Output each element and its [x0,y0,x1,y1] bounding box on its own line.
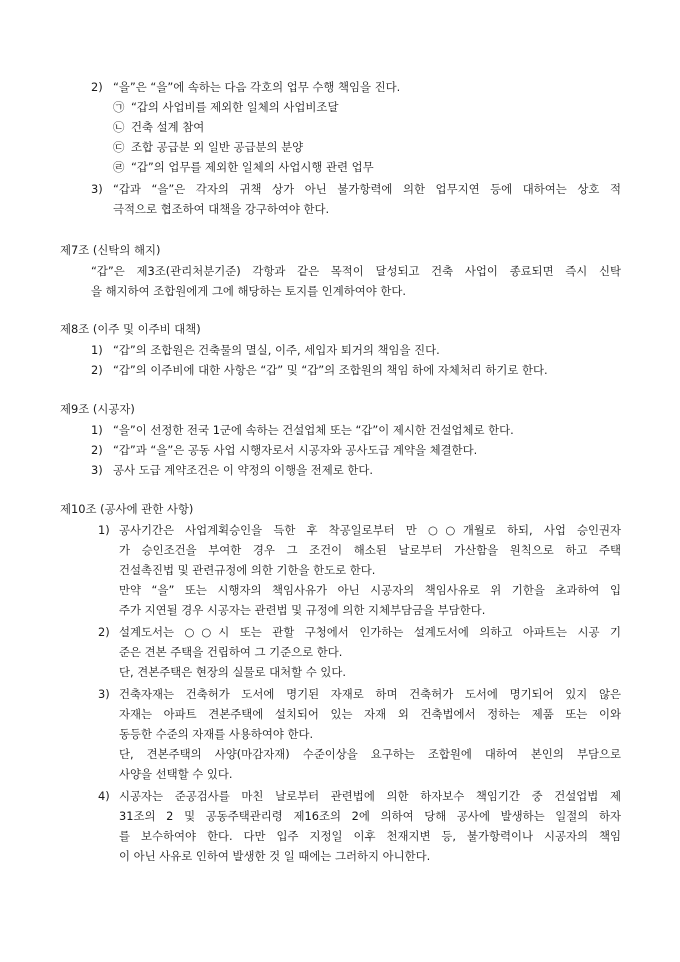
article-text-line: “갑”은 제3조(관리처분기준) 각항과 같은 목적이 달성되고 건축 사업이 종료되면 즉시 신탁 [91,264,621,278]
sub-item-text: “갑의 사업비를 제외한 일체의 사업비조달 [131,100,339,114]
item-text-line: 가 승인조건을 부여한 경우 그 조건이 해소된 날로부터 가산함을 원칙으로 하고 주택 [119,543,621,557]
item-number: 4) [98,789,110,803]
item-number: 2) [91,443,103,457]
article-title: 제10조 (공사에 관한 사항) [60,502,194,516]
item-text-line: 공사기간은 사업계획승인을 득한 후 착공일로부터 만 ○○개월로 하되, 사업 승인권자 [119,523,621,537]
item-number: 2) [91,363,103,377]
item-text-line: 사양을 선택할 수 있다. [119,767,233,781]
item-text-line: 단, 견본주택의 사양(마감자재) 수준이상을 요구하는 조합원에 대하여 본인의 부담으로 [119,747,621,761]
item-text-line: 설계도서는 ○○시 또는 관할 구청에서 인가하는 설계도서에 의하고 아파트는 시공 기 [119,625,621,639]
item-text-line: 이 아닌 사유로 인하여 발생한 것 일 때에는 그러하지 아니한다. [119,849,431,863]
item-text-line: 동등한 수준의 자재를 사용하여야 한다. [119,727,314,741]
article-title: 제8조 (이주 및 이주비 대책) [60,322,201,336]
item-text: “갑”과 “을”은 공동 사업 시행자로서 시공자와 공사도급 계약을 체결한다. [113,443,478,457]
item-text-line: 건설촉진법 및 관련규정에 의한 기한을 한도로 한다. [119,563,376,577]
item-text-line: 만약 “을” 또는 시행자의 책임사유가 아닌 시공자의 책임사유로 위 기한을 초과하여 입 [119,583,621,597]
item-text-line: 31조의 2 및 공동주택관리령 제16조의 2에 의하여 당해 공사에 발생하는 일절의 하자 [119,809,621,823]
sub-item-mark: ㉠ [113,100,125,114]
sub-item-text: 건축 설계 참여 [131,120,205,134]
item-number: 3) [91,463,103,477]
sub-item-text: 조합 공급분 외 일반 공급분의 분양 [131,140,304,154]
item-text-line: 준은 견본 주택을 건립하여 그 기준으로 한다. [119,645,343,659]
item-number: 2) [91,80,103,94]
item-text: “갑”의 이주비에 대한 사항은 “갑” 및 “갑”의 조합원의 책임 하에 자체처리 하기로 한다. [113,363,548,377]
item-number: 1) [98,523,110,537]
item-text-line: 주가 지연될 경우 시공자는 관련법 및 규정에 의한 지체부담금을 부담한다. [119,603,486,617]
article-title: 제9조 (시공자) [60,402,135,416]
article-title: 제7조 (신탁의 해지) [60,243,161,257]
item-text-line: 단, 견본주택은 현장의 실물로 대처할 수 있다. [119,665,347,679]
sub-item-mark: ㉣ [113,160,125,174]
item-text: 공사 도급 계약조건은 이 약정의 이행을 전제로 한다. [113,463,374,477]
item-number: 3) [91,182,103,196]
sub-item-mark: ㉢ [113,140,125,154]
item-text-line: 를 보수하여야 한다. 다만 입주 지정일 이후 천재지변 등, 불가항력이나 시공자의 책임 [119,829,621,843]
item-number: 1) [91,423,103,437]
article-text-line: 을 해지하여 조합원에게 그에 해당하는 토지를 인계하여야 한다. [91,284,407,298]
item-text-line: 자재는 아파트 견본주택에 설치되어 있는 자재 외 건축법에서 정하는 제품 또는 이와 [119,707,621,721]
item-text: “을”은 “을”에 속하는 다음 각호의 업무 수행 책임을 진다. [113,80,401,94]
item-number: 2) [98,625,110,639]
item-text-line: 건축자재는 건축허가 도서에 명기된 자재로 하며 건축허가 도서에 명기되어 있지 않은 [119,687,621,701]
item-text: “갑”의 조합원은 건축물의 멸실, 이주, 세입자 퇴거의 책임을 진다. [113,343,440,357]
item-text-line: 극적으로 협조하여 대책을 강구하여야 한다. [113,202,330,216]
item-text-line: 시공자는 준공검사를 마친 날로부터 관련법에 의한 하자보수 책임기간 중 건설업법 제 [119,789,621,803]
sub-item-mark: ㉡ [113,120,125,134]
item-number: 3) [98,687,110,701]
sub-item-text: “갑”의 업무를 제외한 일체의 사업시행 관련 업무 [131,160,374,174]
item-number: 1) [91,343,103,357]
item-text: “을”이 선정한 전국 1군에 속하는 건설업체 또는 “갑”이 제시한 건설업체로 한다. [113,423,514,437]
item-text-line: “갑과 “을”은 각자의 귀책 상가 아닌 불가항력에 의한 업무지연 등에 대하여는 상호 적 [113,182,621,196]
